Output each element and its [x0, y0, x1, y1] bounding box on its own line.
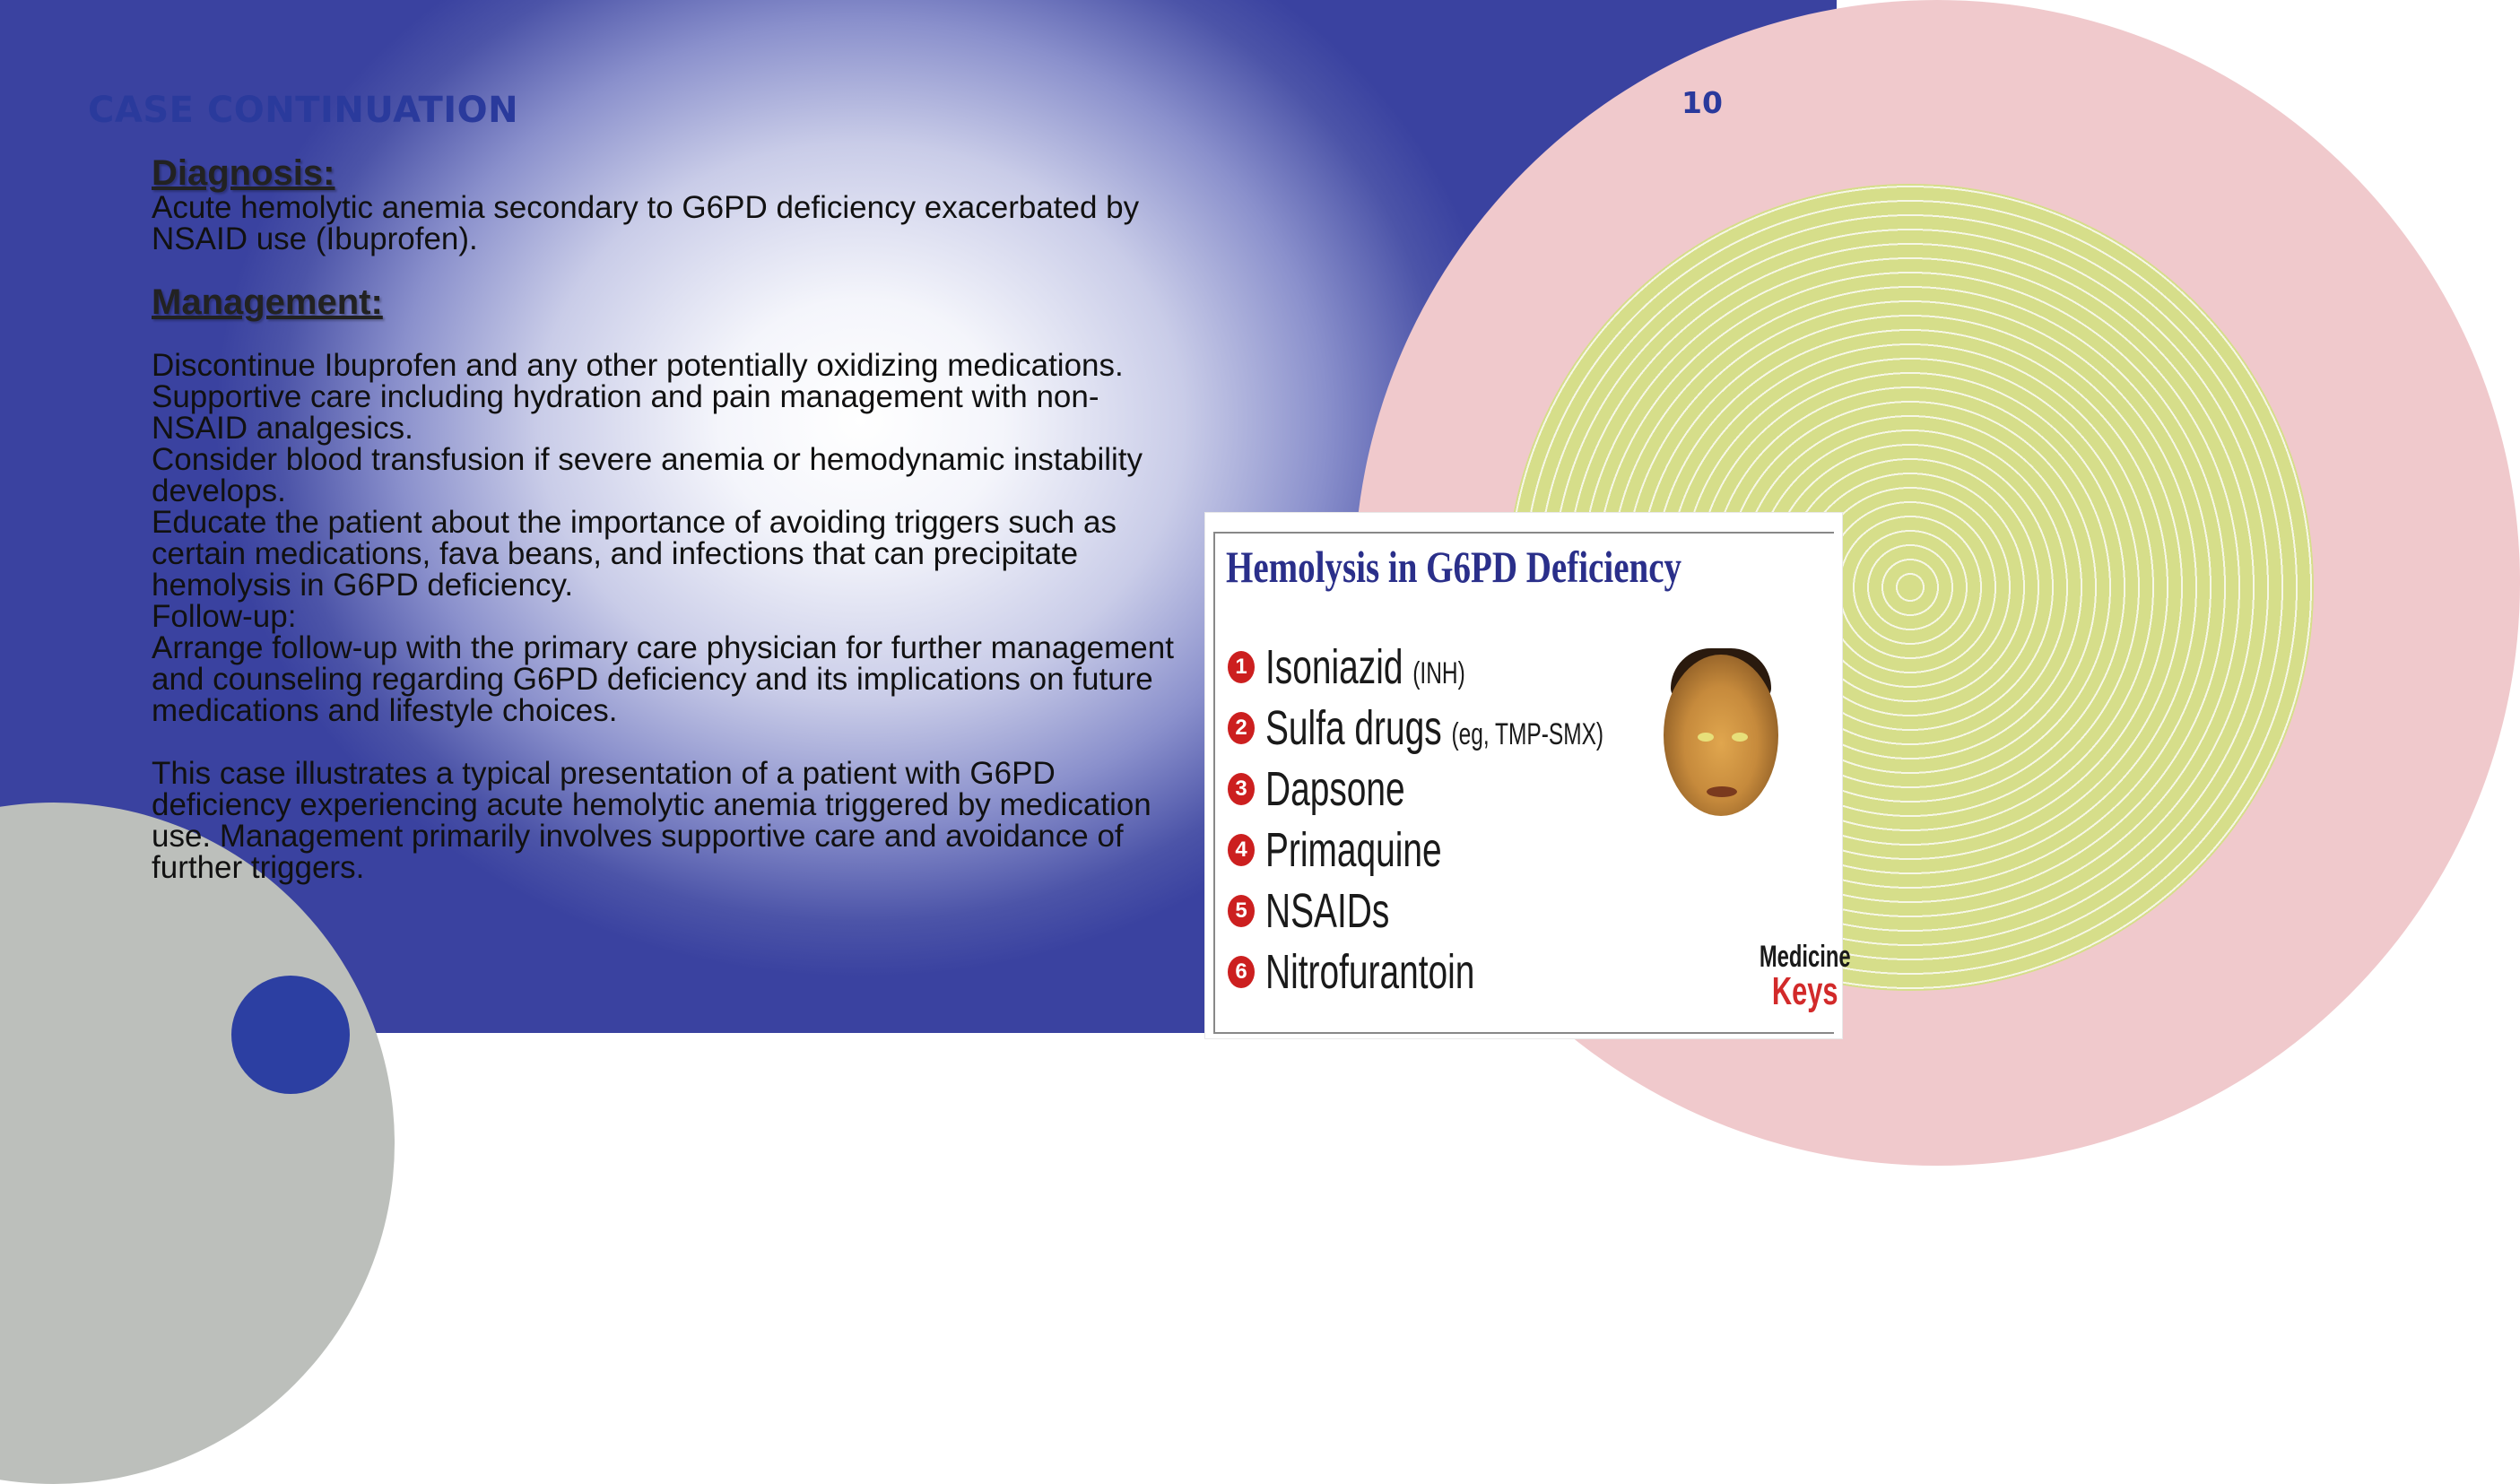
management-heading: Management:	[152, 282, 383, 322]
drug-name: Nitrofurantoin	[1265, 945, 1475, 999]
follow-up-label: Follow-up:	[152, 599, 297, 634]
slide-number: 10	[1681, 85, 1723, 120]
slide-title: CASE CONTINUATION	[88, 90, 519, 131]
g6pd-infographic-image	[1205, 513, 1851, 1038]
drug-note: (INH)	[1412, 656, 1465, 690]
drug-entry	[1265, 700, 1603, 756]
number-badge-icon: 4	[1228, 834, 1255, 866]
medicine-keys-logo	[1740, 942, 1870, 1011]
jaundiced-eye-left	[1698, 733, 1714, 742]
drug-entry	[1265, 639, 1465, 695]
management-line: Discontinue Ibuprofen and any other potentially oxidizing medications.	[152, 348, 1124, 383]
list-item	[1228, 881, 1735, 942]
diagnosis-text: Acute hemolytic anemia secondary to G6PD deficiency exacerbated by NSAID use (Ibuprofen).	[152, 190, 1140, 256]
number-badge-icon: 2	[1228, 712, 1255, 744]
management-line: Arrange follow-up with the primary care physician for further management and counseling regarding G6PD deficiency and its implications on future medications and lifestyle choices.	[152, 630, 1174, 728]
drug-name: Isoniazid	[1265, 640, 1403, 694]
closing-summary: This case illustrates a typical presentation of a patient with G6PD deficiency experiencing acute hemolytic anemia triggered by medication use. Management primarily involves supportive care and avoidance of further triggers.	[152, 756, 1151, 885]
drug-name: NSAIDs	[1265, 884, 1390, 938]
management-line: Educate the patient about the importance of avoiding triggers such as certain medications, fava beans, and infections that can precipitate hemolysis in G6PD deficiency.	[152, 505, 1117, 603]
blue-circle-decoration	[231, 976, 350, 1094]
infographic-title: Hemolysis in G6PD Deficiency	[1226, 542, 1682, 592]
number-badge-icon: 1	[1228, 651, 1255, 683]
list-item	[1228, 637, 1735, 698]
logo-text-top: Medicine	[1759, 940, 1851, 974]
management-line: Consider blood transfusion if severe anemia or hemodynamic instability develops.	[152, 442, 1143, 508]
drug-note: (eg, TMP-SMX)	[1451, 717, 1604, 751]
drug-list	[1228, 637, 1735, 1002]
list-item	[1228, 698, 1735, 759]
diagnosis-heading: Diagnosis:	[152, 153, 335, 193]
list-item	[1228, 820, 1735, 881]
number-badge-icon: 3	[1228, 773, 1255, 805]
portrait-mouth	[1707, 786, 1737, 797]
case-content	[152, 154, 1183, 883]
infographic-panel	[1213, 532, 1851, 1034]
jaundiced-eye-right	[1732, 733, 1748, 742]
list-item	[1228, 942, 1735, 1002]
drug-name: Dapsone	[1265, 762, 1405, 816]
management-line: Supportive care including hydration and pain management with non-NSAID analgesics.	[152, 379, 1099, 446]
drug-name: Primaquine	[1265, 823, 1442, 877]
drug-name: Sulfa drugs	[1265, 701, 1442, 755]
logo-text-bottom: Keys	[1771, 969, 1838, 1013]
number-badge-icon: 6	[1228, 956, 1255, 988]
list-item	[1228, 759, 1735, 820]
number-badge-icon: 5	[1228, 895, 1255, 927]
